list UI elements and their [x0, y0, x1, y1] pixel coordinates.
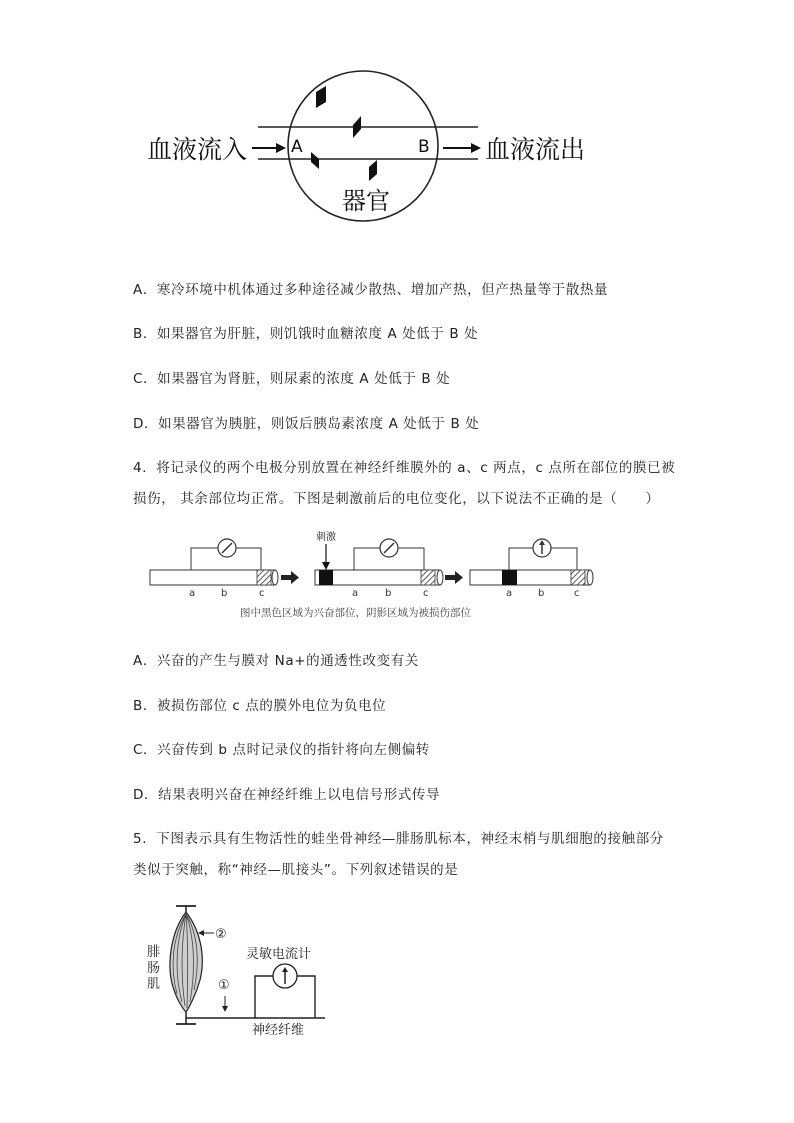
blood-in-label: 血液流入 [147, 135, 248, 164]
point-b-label: b [538, 588, 545, 599]
marker2-arrow-icon [198, 930, 204, 936]
q5-stem-line2: 类似于突触，称“神经—肌接头”。下列叙述错误的是 [133, 862, 459, 878]
gap-mark [316, 86, 326, 108]
panel-at-stimulus [315, 539, 443, 585]
marker1-label: ① [218, 978, 230, 993]
sequence-arrow-icon [445, 571, 463, 584]
marker1-arrow-icon [222, 1006, 228, 1012]
point-b-label: B [418, 137, 430, 157]
gap-mark [369, 160, 377, 181]
nerve-fiber-label: 神经纤维 [252, 1023, 305, 1038]
q4-option-c: C．兴奋传到 b 点时记录仪的指针将向左侧偏转 [133, 742, 430, 758]
point-a-label: A [291, 137, 303, 157]
q5-stem-line1: 5．下图表示具有生物活性的蛙坐骨神经—腓肠肌标本，神经末梢与肌细胞的接触部分 [133, 831, 664, 847]
stimulus-arrow-icon [322, 562, 330, 570]
figure-caption: 图中黑色区域为兴奋部位，阴影区域为被损伤部位 [240, 607, 471, 619]
point-c-label: c [423, 588, 429, 599]
sequence-arrow-icon [281, 571, 299, 584]
galvanometer-label: 灵敏电流计 [246, 947, 312, 962]
arrow-in-icon [252, 143, 286, 153]
gap-mark [311, 152, 319, 169]
point-c-label: c [259, 588, 265, 599]
gastrocnemius-muscle [170, 912, 202, 1012]
gap-mark [353, 116, 361, 138]
organ-figure [140, 68, 610, 228]
muscle-label-char: 肠 [147, 961, 161, 976]
nerve-muscle-figure [140, 898, 340, 1038]
q4-stem-line1: 4．将记录仪的两个电极分别放置在神经纤维膜外的 a、c 两点，c 点所在部位的膜已被 [133, 460, 676, 476]
panel-after-stimulus [470, 539, 593, 585]
q4-option-d: D．结果表明兴奋在神经纤维上以电信号形式传导 [133, 787, 441, 803]
q3-option-d: D．如果器官为胰脏，则饭后胰岛素浓度 A 处低于 B 处 [133, 416, 480, 432]
point-b-label: b [221, 588, 228, 599]
blood-out-label: 血液流出 [485, 135, 586, 164]
marker2-label: ② [215, 927, 227, 942]
q4-option-a: A．兴奋的产生与膜对 Na+的通透性改变有关 [133, 653, 419, 669]
point-c-label: c [574, 588, 580, 599]
point-a-label: a [352, 588, 359, 599]
q3-option-c: C．如果器官为肾脏，则尿素的浓度 A 处低于 B 处 [133, 371, 451, 387]
q3-option-a: A．寒冷环境中机体通过多种途径减少散热、增加产热，但产热量等于散热量 [133, 282, 609, 298]
muscle-label-char: 肌 [147, 977, 161, 992]
point-a-label: a [189, 588, 196, 599]
point-a-label: a [506, 588, 513, 599]
q4-option-b: B．被损伤部位 c 点的膜外电位为负电位 [133, 698, 387, 714]
panel-before-stimulus [150, 539, 278, 585]
arrow-out-icon [443, 143, 481, 153]
q3-option-b: B．如果器官为肝脏，则饥饿时血糖浓度 A 处低于 B 处 [133, 326, 479, 342]
organ-label: 器官 [342, 187, 390, 215]
q4-stem-line2: 损伤， 其余部位均正常。下图是刺激前后的电位变化，以下说法不正确的是（ ） [133, 491, 660, 507]
muscle-label-char: 腓 [147, 945, 161, 960]
stimulus-label: 刺激 [316, 532, 336, 543]
point-b-label: b [385, 588, 392, 599]
nerve-recording-figure [145, 530, 605, 600]
